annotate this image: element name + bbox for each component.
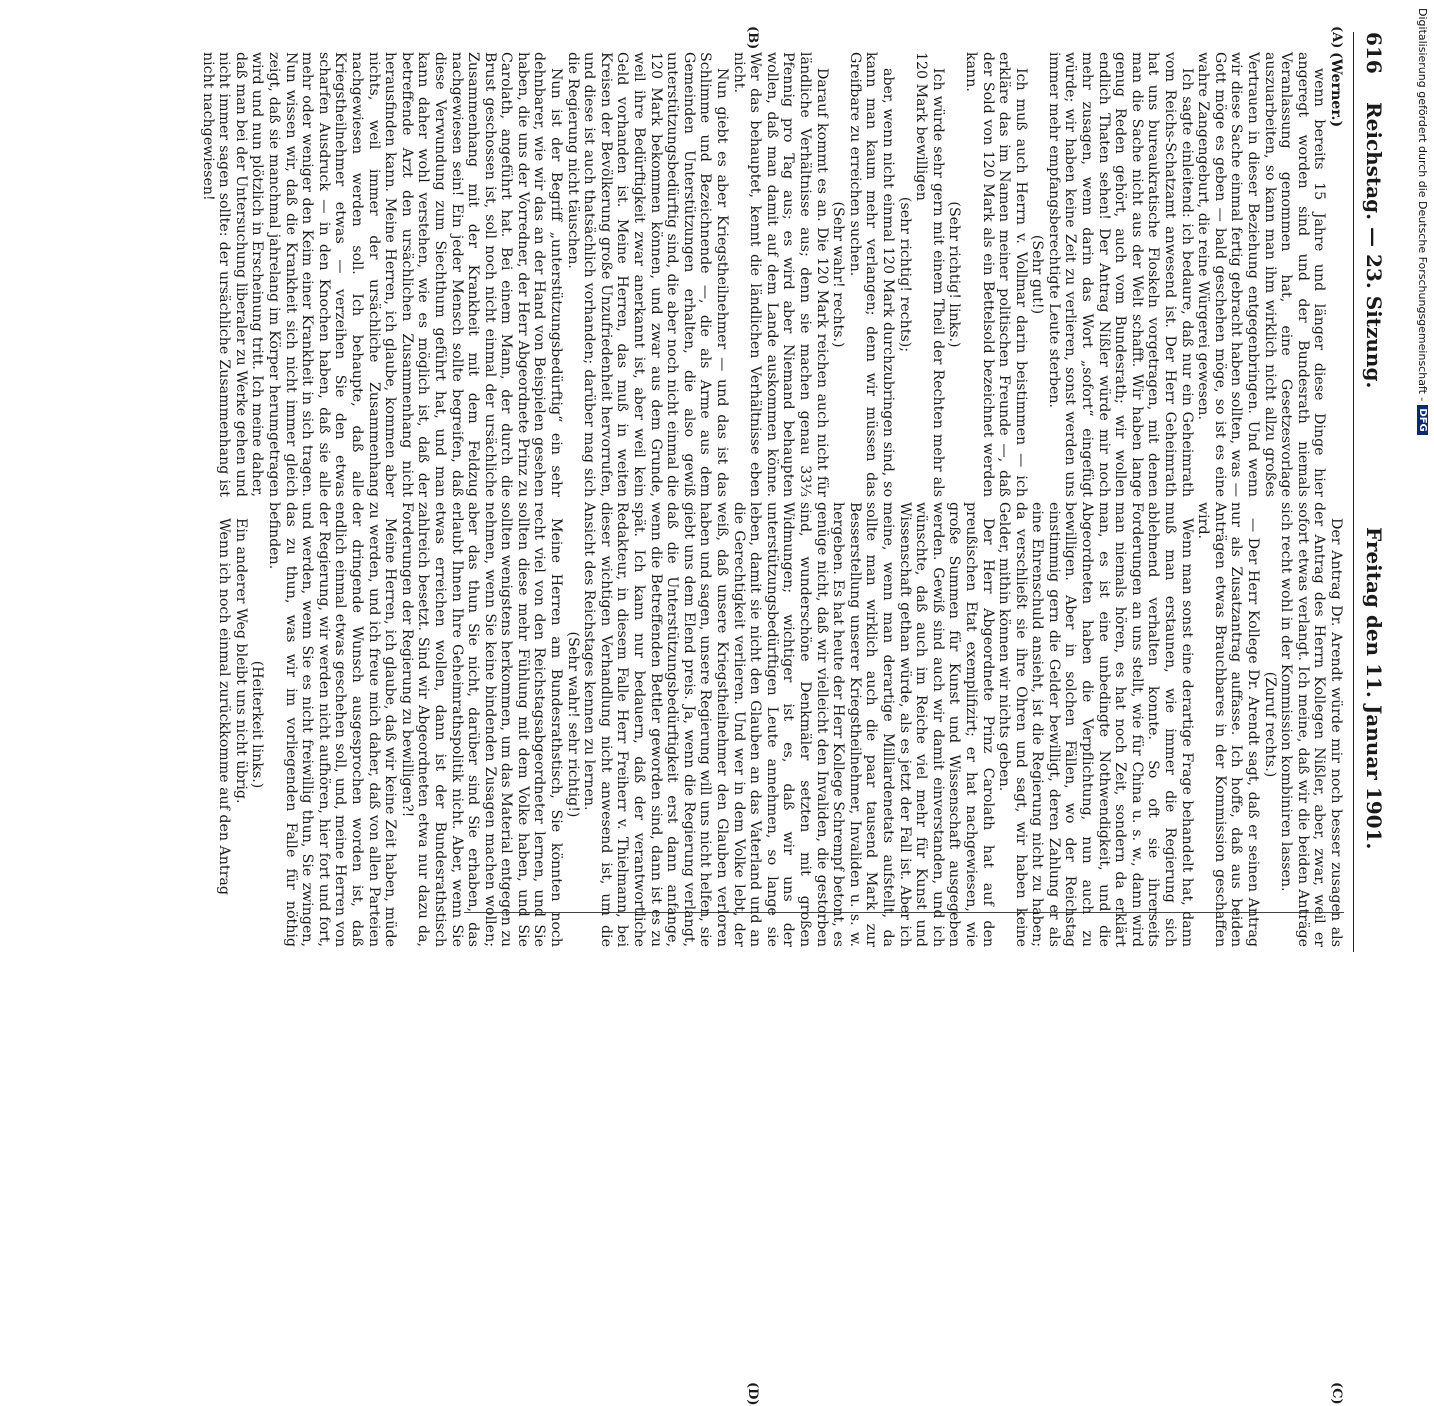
paragraph: (Zuruf rechts.) bbox=[1261, 671, 1278, 778]
paragraph: aber, wenn nicht einmal 120 Mark durchzubringen sind, so kann man kaum mehr verlangen; denn wir müssen das Greifbare zu erreichen suchen. bbox=[846, 52, 896, 497]
text-column-b bbox=[216, 502, 1344, 947]
paragraph: (Sehr richtig! links.) bbox=[946, 201, 963, 348]
paragraph: Meine Herren, ich glaube, daß wir keine Zeit haben, müde zu werden, und ich freue mich daher, daß von allen Parteien der dringende Wunsch ausgesprochen worden ist, daß endlich einmal etwas geschehen soll, und, meine Herren von der Regierung, wir werden nicht aufhören, hier fort und fort, und werden, wenn Sie es nicht freiwillig thun, Sie zwingen, das zu thun, was wir im vorliegenden Falle für nöthig befinden. bbox=[266, 502, 399, 947]
column-b-body bbox=[216, 502, 1344, 947]
page-number: 616 bbox=[1362, 32, 1386, 74]
margin-letter-d: (D) bbox=[745, 1382, 760, 1406]
paragraph: — Der Herr Kollege Dr. Arendt sagt, daß er seinen Antrag nur als Zusatzantrag auffasse. Ich hoffe, daß aus beiden Anträgen etwas Brauchbares in der Kommission geschaffen wird. bbox=[1195, 502, 1262, 947]
paragraph: Der Antrag Dr. Arendt würde mir noch besser zusagen als der Antrag des Herrn Kollegen Nißler, aber, zwar, weil er sofort etwas verlangt. Ich meine, daß wir die beiden Anträge sich recht wohl in der Kommission kombiniren lassen. bbox=[1278, 502, 1344, 947]
paragraph: Der Herr Abgeordnete Prinz Carolath hat auf den preußischen Etat exemplifizirt; er hat nachgewiesen, wie große Summen für Kunst und Wissenschaft ausgegeben werden. Gewiß sind auch wir damit einverstanden, und ich wünschte, daß auch im Reiche viel mehr für Kunst und Wissenschaft gethan würde, als es jetzt der Fall ist. Aber ich meine, wenn man derartige Milliardenetats aufstellt, da sollte man wirklich auch die paar tausend Mark zur Besserstellung unserer Kriegstheilnehmer, Invaliden u. s. w. hergeben. Es hat heute der Herr Kollege Schrempf betont, es genüge nicht, daß wir vielleicht den Invaliden, die gestorben sind, wunderschöne Denkmäler setzten mit großen Widmungen; wichtiger ist es, daß wir uns der unterstützungsbedürftigen Leute annehmen, so lange sie leben, damit sie nicht den Glauben an das Vaterland und an die Gerechtigkeit verlieren. Und wer in dem Volke lebt, der weiß, daß unsere Kriegstheilnehmer den Glauben verloren haben und sagen, unsere Regierung will uns nicht helfen, sie giebt uns dem Elend preis. Ja, wenn die Regierung verlangt, daß die Unterstützungsbedürftigkeit erst dann anfange, wenn die Betreffenden Bettler geworden sind, dann ist es zu spät. Ich kann nur bedauern, daß der verantwortliche Redakteur, in diesem Falle Herr Freiherr v. Thielmann, bei dieser wichtigen Verhandlung nicht anwesend ist, um die Ansicht des Reichstages kennen zu lernen. bbox=[581, 502, 996, 947]
paragraph: (Heiterkeit links.) bbox=[249, 660, 266, 789]
paragraph: Meine Herren am Bundesrathstisch, Sie könnten noch recht viel von den Reichstagsabgeordneter lernen, und Sie sollten diese mehr Fühlung mit dem Volke haben, und Sie sollten wenigstens herkommen, um das Material entgegen zu nehmen, wenn Sie keine bindenden Zusagen machen wollen; aber das thun Sie nicht, darüber sind Sie erhaben, das erlaubt Ihnen Ihre Geheimrathspolitik nicht. Aber, wenn Sie etwas erreichen wollen, dann ist der Bundesrathstisch zahlreich besetzt. Sind wir Abgeordneten etwa nur dazu da, Forderungen der Regierung zu bewilligen?! bbox=[398, 502, 565, 947]
speaker-label: (Werner.) bbox=[1328, 52, 1344, 128]
paragraph: Ich sagte einleitend: ich bedaure, daß nur ein Geheimrath vom Reichs-Schatzamt anwesend ist. Der Herr Geheimrath hat uns bureaukratische Floskeln vorgetragen, mit denen man die Sache nicht aus der Welt schafft. Wir haben lange genug Reden gehört, auch vom Bundesrath; wir wollen endlich Thaten sehen! Der Antrag Nißler würde mir noch mehr zusagen, wenn darin das Wort „sofort“ eingefügt würde; wir haben keine Zeit zu verlieren, sonst werden uns immer mehr empfangsberechtigte Leute sterben. bbox=[1045, 52, 1195, 497]
paragraph: Wenn man sonst eine derartige Frage behandelt hat, dann muß man erstaunen, wie immer die Regierung sich ablehnend verhalten konnte. So oft sie ihrerseits Forderungen an uns stellt, wie für China u. s. w., dann wird man niemals hören, es hat noch Zeit, sondern da erklärt man, es ist eine unbedingte Nothwendigkeit, und die Abgeordneten haben die Verpflichtung, nun auch zu bewilligen. Aber in solchen Fällen, wo der Reichstag einstimmig gern die Gelder bewilligt, deren Zahlung er als eine Ehrenschuld ansieht, ist die Regierung nicht zu haben; da verschließt sie ihre Ohren und sagt, wir haben keine Gelder, mithin können wir nichts geben. bbox=[996, 502, 1195, 947]
paragraph: Wenn ich noch einmal zurückkomme auf den Antrag bbox=[216, 518, 233, 895]
margin-letter-b: (B) bbox=[745, 26, 760, 50]
paragraph: wenn bereits 15 Jahre und länger diese Dinge hier angeregt worden sind und der Bundesrath niemals Veranlassung genommen hat, eine Gesetzesvorlage auszuarbeiten, so kann man ihm wirklich nicht allzu großes Vertrauen in dieser Beziehung entgegenbringen. Und wenn wir diese Sache einmal fertig gebracht haben sollten, was — Gott möge es geben — bald geschehen möge, so ist es eine wahre Zangengeburt, die reine Würgerei gewesen. bbox=[1195, 52, 1328, 497]
paragraph: Ich muß auch Herrn v. Vollmar darin beistimmen — ich erkläre das im Namen meiner politischen Freunde —, daß der Sold von 120 Mark als ein Bettelsold bezeichnet werden kann. bbox=[962, 52, 1029, 497]
paragraph: (sehr richtig! rechts); bbox=[896, 196, 913, 353]
running-title-right: Freitag den 11. Januar 1901. bbox=[1362, 527, 1386, 850]
paragraph: Ich würde sehr gern mit einem Theil der Rechten mehr als 120 Mark bewilligen bbox=[913, 52, 946, 497]
paragraph: Nun ist der Begriff „unterstützungsbedürftig“ ein sehr dehnbarer, wie wir das an der Hand von Beispielen gesehen haben, die uns der Vorredner, der Herr Abgeordnete Prinz zu Carolath, angeführt hat. Bei einem Mann, der durch die Brust geschossen ist, soll noch nicht einmal der ursächliche Zusammenhang mit der Krankheit mit dem Feldzug nachgewiesen sein! Ein jeder Mensch sollte begreifen, daß diese Verwundung zum Siechthum geführt hat, und man kann daher wohl verstehen, wie es möglich ist, daß der betreffende Arzt den ursächlichen Zusammenhang nicht herausfinden kann. Meine Herren, ich glaube, kommen aber nichts, weil immer der ursächliche Zusammenhang nachgewiesen werden soll. Ich behaupte, daß alle Kriegstheilnehmer etwas — verzeihen Sie den etwas scharfen Ausdruck — in den Knochen haben, daß sie alle mehr oder weniger den Keim einer Krankheit in sich tragen. Nun wissen wir, daß die Krankheit sich nicht immer gleich zeigt, daß sie manchmal jahrelang im Körper herumgetragen wird und nun plötzlich in Erscheinung tritt. Ich meine daher, daß man bei der Untersuchung liberaler zu Werke gehen und nicht immer sagen sollte: der ursächliche Zusammenhang ist nicht nachgewiesen! bbox=[199, 52, 565, 497]
dfg-logo: DFG bbox=[1418, 405, 1429, 434]
paragraph: (Sehr wahr! sehr richtig!) bbox=[564, 631, 581, 818]
paragraph: (Sehr wahr! rechts.) bbox=[830, 201, 847, 348]
paragraph: Darauf kommt es an. Die 120 Mark reichen auch nicht für ländliche Verhältnisse aus; denn sie machen genau 33⅓ Pfennig pro Tag aus; es wird aber Niemand behaupten wollen, daß man damit auf dem Lande auskommen könne. Wer das behauptet, kennt die ländlichen Verhältnisse eben nicht. bbox=[730, 52, 830, 497]
paragraph: Ein anderer Weg bleibt uns nicht übrig. bbox=[232, 518, 249, 804]
running-title-left: Reichstag. — 23. Sitzung. bbox=[1362, 102, 1386, 389]
header-rule bbox=[1353, 32, 1354, 952]
margin-letter-c: (C) bbox=[1329, 1382, 1344, 1405]
text-column-a bbox=[199, 52, 1344, 497]
digitization-credit bbox=[1412, 0, 1434, 1000]
page-header bbox=[1356, 32, 1386, 952]
column-a-body bbox=[199, 52, 1327, 497]
credit-text: Digitalisierung gefördert durch die Deutsche Forschungsgemeinschaft - bbox=[1416, 8, 1430, 402]
paragraph: Nun giebt es aber Kriegstheilnehmer — und das ist das Schlimme und Bezeichnende —, die als Arme aus dem Gemeinden Unterstützungen erhalten, die also gewiß unterstützungsbedürftig sind, die aber noch nicht einmal die 120 Mark bekommen können, und zwar aus dem Grunde, weil ihre Bedürftigkeit zwar anerkannt ist, aber weil kein Geld vorhanden ist. Meine Herren, das muß in weiten Kreisen der Bevölkerung große Unzufriedenheit hervorrufen, und diese ist auch thatsächlich vorhanden; darüber mag sich die Regierung nicht täuschen. bbox=[564, 52, 731, 497]
margin-letter-a: (A) bbox=[1329, 26, 1344, 49]
document-page bbox=[0, 12, 1400, 1406]
paragraph: (Sehr gut!) bbox=[1029, 234, 1046, 315]
